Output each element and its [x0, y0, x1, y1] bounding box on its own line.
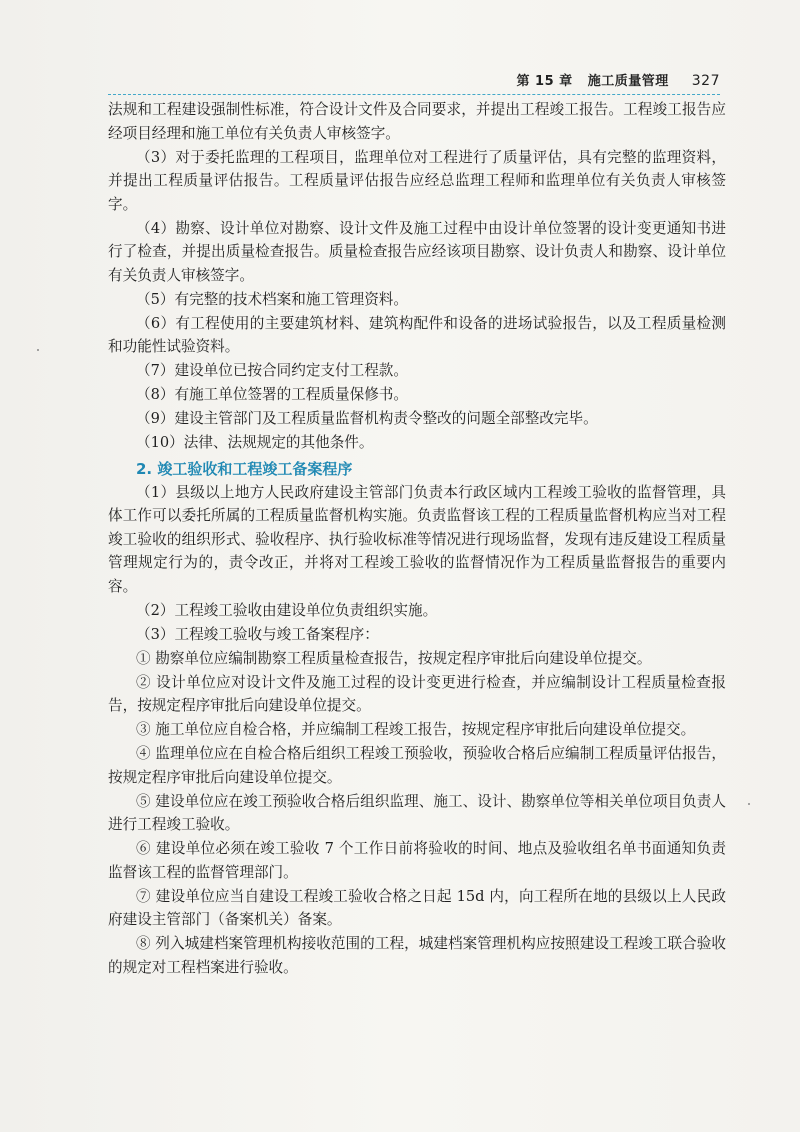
paragraph-item-9: （9）建设主管部门及工程质量监督机构责令整改的问题全部整改完毕。 [136, 410, 598, 427]
paragraph-procedure-3: （3）工程竣工验收与竣工备案程序： [136, 625, 379, 643]
running-header [108, 70, 720, 92]
step-1: ① 勘察单位应编制勘察工程质量检查报告，按规定程序审批后向建设单位提交。 [136, 649, 652, 667]
paragraph-item-10: （10）法律、法规规定的其他条件。 [136, 434, 374, 451]
step-7: ⑦ 建设单位应当自建设工程竣工验收合格之日起 15d 内，向工程所在地的县级以上人民政府建设主管部门（备案机关）备案。 [108, 887, 726, 928]
step-6: ⑥ 建设单位必须在竣工验收 7 个工作日前将验收的时间、地点及验收组名单书面通知负责监督该工程的监督管理部门。 [108, 840, 726, 881]
step-5: ⑤ 建设单位应在竣工预验收合格后组织监理、施工、设计、勘察单位等相关单位项目负责人进行工程竣工验收。 [108, 792, 726, 833]
paragraph-item-5: （5）有完整的技术档案和施工管理资料。 [136, 290, 408, 308]
body-text [108, 98, 726, 980]
header-chapter: 第 15 章 [516, 74, 573, 89]
paragraph-procedure-2: （2）工程竣工验收由建设单位负责组织实施。 [136, 601, 438, 619]
paragraph-item-6: （6）有工程使用的主要建筑材料、建筑构配件和设备的进场试验报告，以及工程质量检测和功能性试验资料。 [108, 314, 726, 355]
paragraph-procedure-1: （1）县级以上地方人民政府建设主管部门负责本行政区域内工程竣工验收的监督管理，具体工作可以委托所属的工程质量监督机构实施。负责监督该工程的工程质量监督机构应当对工程竣工验收的组织形式、验收程序、执行验收标准等情况进行现场监督，发现有违反建设工程质量管理规定行为的，责令改正，并将对工程竣工验收的监督情况作为工程质量监督报告的重要内容。 [108, 483, 726, 595]
paragraph-item-3: （3）对于委托监理的工程项目，监理单位对工程进行了质量评估，具有完整的监理资料，并提出工程质量评估报告。工程质量评估报告应经总监理工程师和监理单位有关负责人审核签字。 [108, 148, 726, 213]
paragraph-item-4: （4）勘察、设计单位对勘察、设计文件及施工过程中由设计单位签署的设计变更通知书进行了检查，并提出质量检查报告。质量检查报告应经该项目勘察、设计负责人和勘察、设计单位有关负责人审核签字。 [108, 219, 726, 284]
step-8: ⑧ 列入城建档案管理机构接收范围的工程，城建档案管理机构应按照建设工程竣工联合验收的规定对工程档案进行验收。 [108, 935, 726, 976]
header-title: 施工质量管理 [587, 74, 669, 89]
header-text [517, 70, 720, 89]
header-divider [108, 94, 720, 95]
paragraph-continued: 法规和工程建设强制性标准，符合设计文件及合同要求，并提出工程竣工报告。工程竣工报告应经项目经理和施工单位有关负责人审核签字。 [108, 101, 726, 142]
scan-speck [748, 803, 750, 805]
step-3: ③ 施工单位应自检合格，并应编制工程竣工报告，按规定程序审批后向建设单位提交。 [136, 721, 696, 738]
scan-speck [37, 349, 39, 351]
paragraph-item-8: （8）有施工单位签署的工程质量保修书。 [136, 386, 408, 403]
step-2: ② 设计单位应对设计文件及施工过程的设计变更进行检查，并应编制设计工程质量检查报告，按规定程序审批后向建设单位提交。 [108, 673, 726, 714]
section-heading: 2. 竣工验收和工程竣工备案程序 [136, 459, 353, 478]
paragraph-item-7: （7）建设单位已按合同约定支付工程款。 [136, 362, 408, 379]
page-number: 327 [691, 73, 720, 89]
step-4: ④ 监理单位应在自检合格后组织工程竣工预验收，预验收合格后应编制工程质量评估报告，按规定程序审批后向建设单位提交。 [108, 745, 726, 786]
